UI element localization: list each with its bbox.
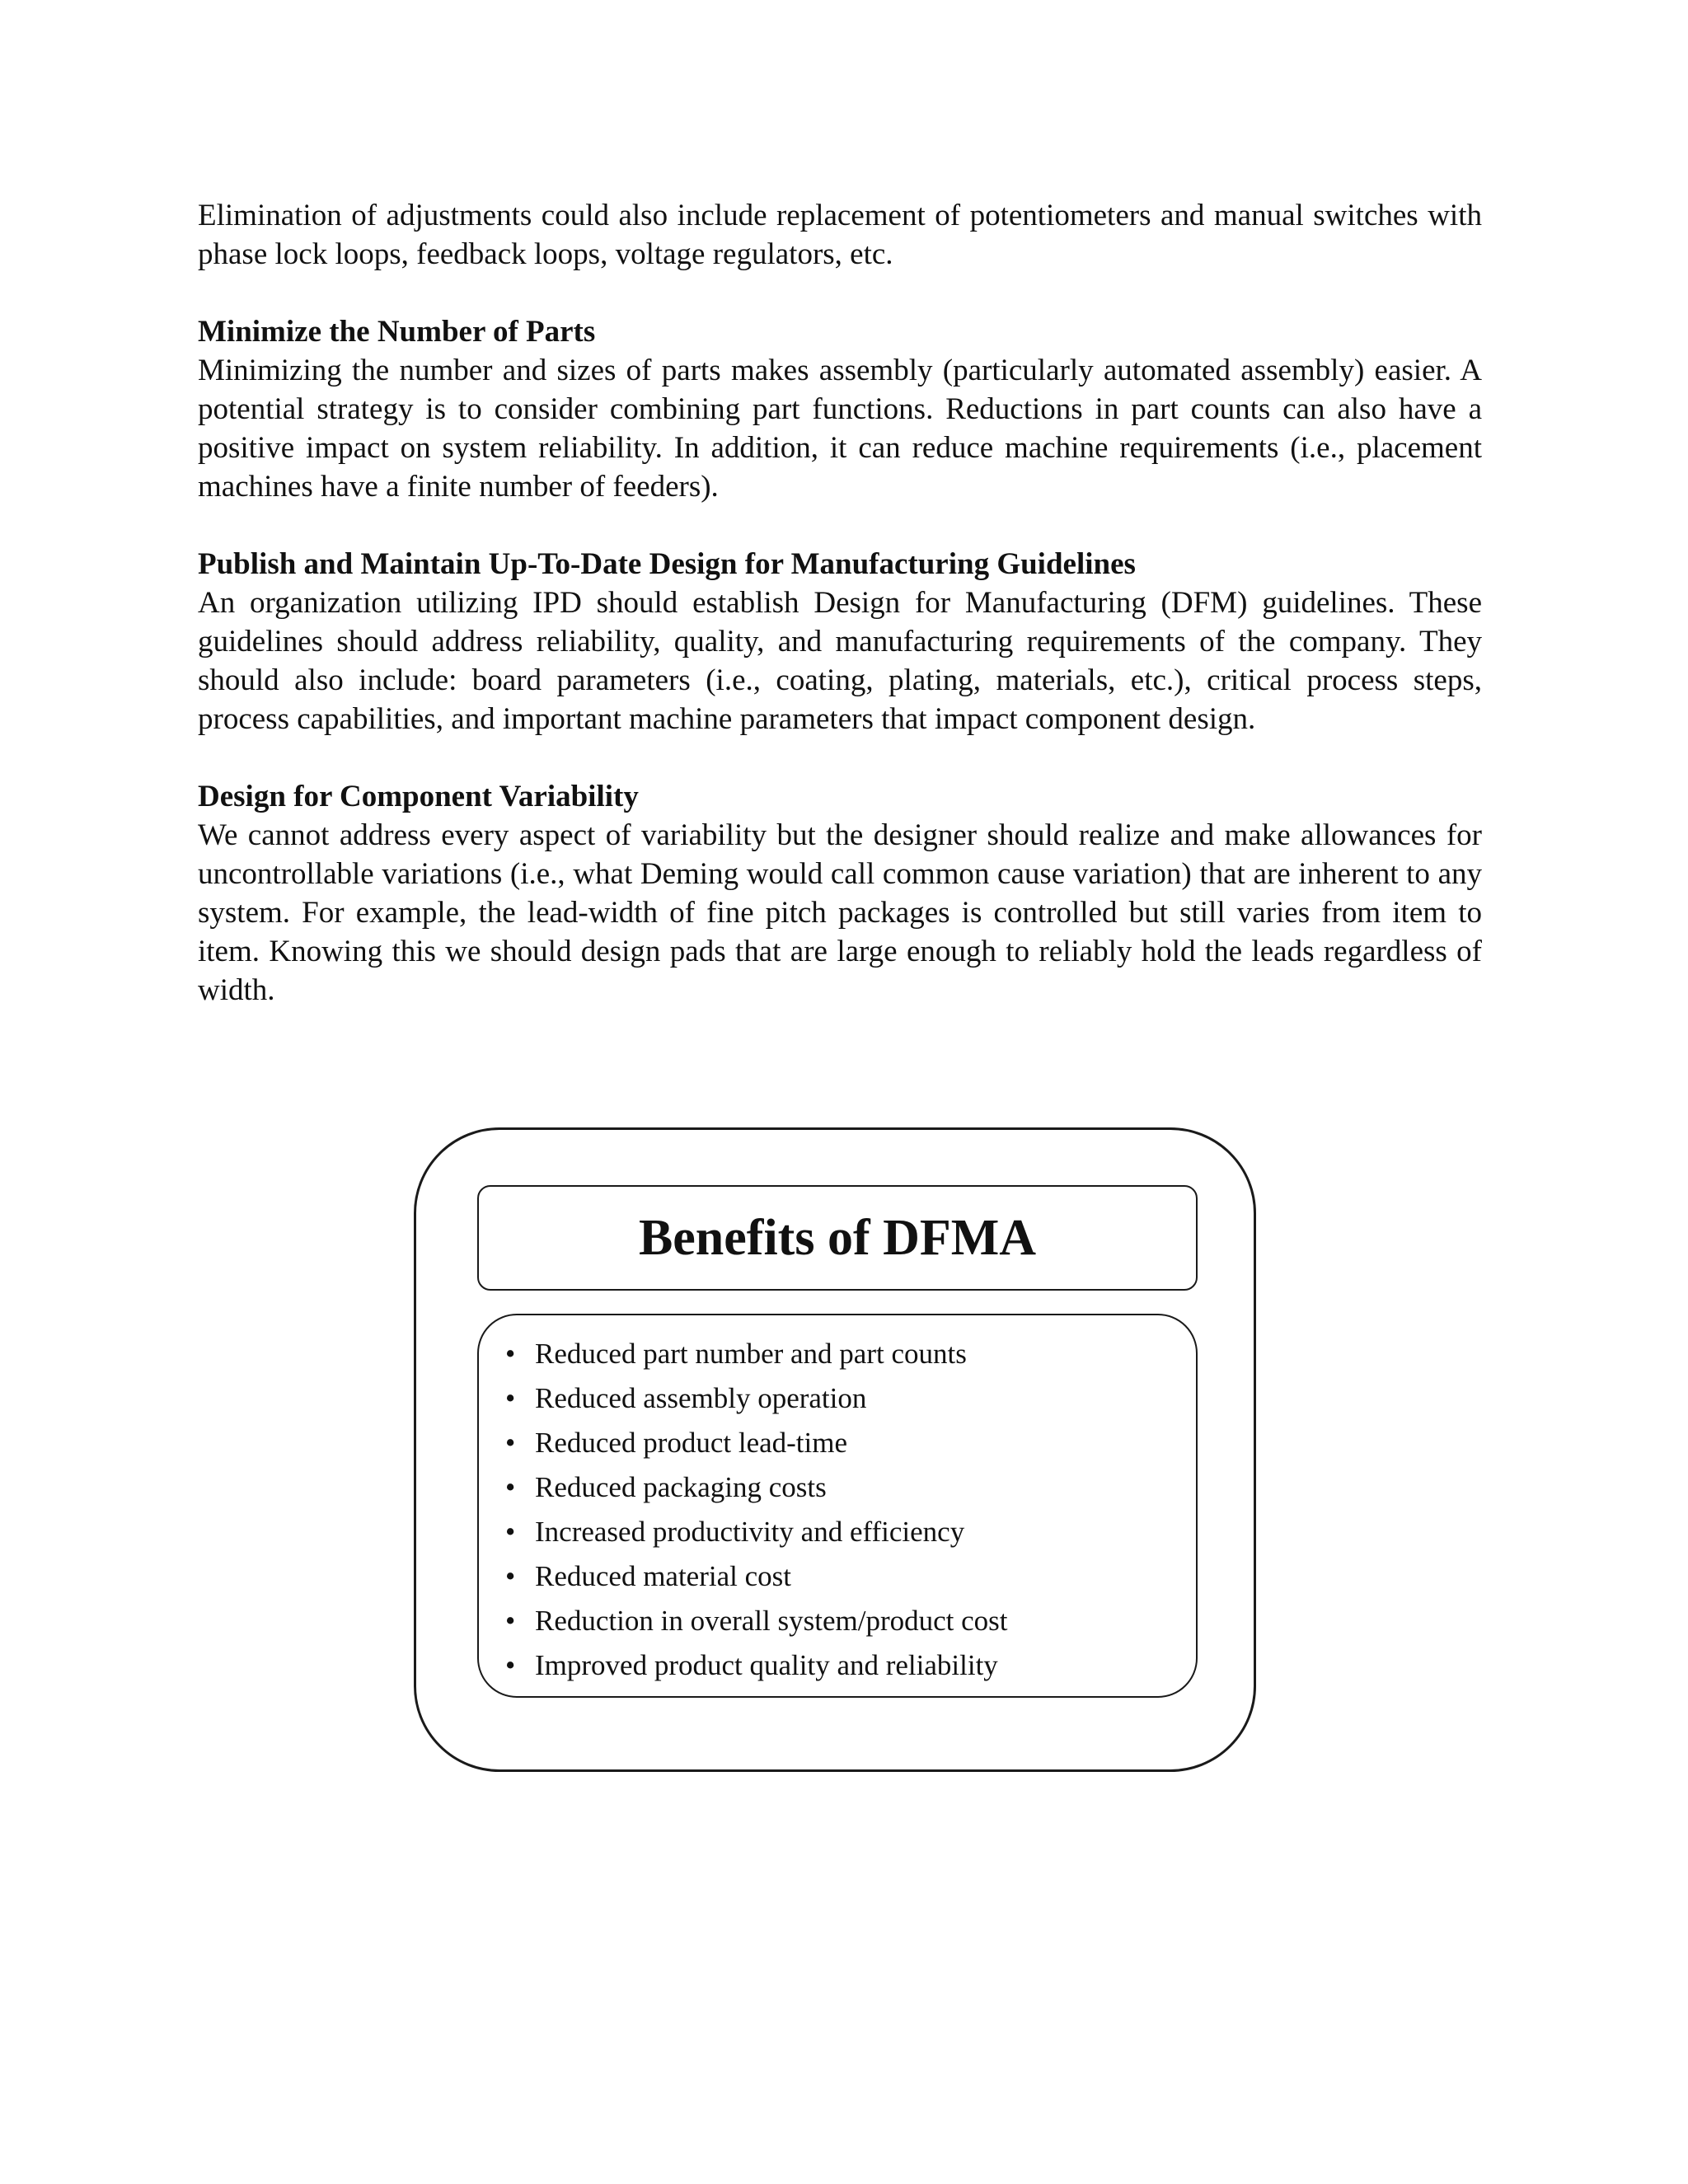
list-item-text: Reduced part number and part counts — [535, 1338, 967, 1370]
list-item — [505, 1599, 1008, 1643]
section-heading: Minimize the Number of Parts — [198, 315, 596, 349]
bullet-icon: • — [505, 1560, 516, 1592]
dfma-benefits-box — [477, 1314, 1198, 1698]
list-item-text: Reduced material cost — [535, 1560, 791, 1592]
document-body — [198, 196, 1482, 1010]
bullet-icon: • — [505, 1338, 516, 1370]
section-minimize-parts — [198, 312, 1482, 506]
list-item-text: Reduction in overall system/product cost — [535, 1605, 1008, 1637]
section-component-variability — [198, 777, 1482, 1010]
dfma-title-box — [477, 1185, 1198, 1291]
list-item — [505, 1554, 1008, 1599]
list-item-text: Increased productivity and efficiency — [535, 1516, 965, 1548]
list-item — [505, 1465, 1008, 1510]
bullet-icon: • — [505, 1382, 516, 1414]
bullet-icon: • — [505, 1427, 516, 1459]
section-body: We cannot address every aspect of variability but the designer should realize and make allowances for uncontrollable variations (i.e., what Deming would call common cause variation) that are inherent to any system. For example, the lead-width of fine pitch packages is controlled but still varies from item to item. Knowing this we should design pads that are large enough to reliably hold the leads regardless of width. — [198, 818, 1482, 1007]
list-item — [505, 1421, 1008, 1465]
list-item — [505, 1376, 1008, 1421]
list-item-text: Reduced product lead-time — [535, 1427, 848, 1459]
section-dfm-guidelines — [198, 545, 1482, 738]
bullet-icon: • — [505, 1516, 516, 1548]
intro-paragraph: Elimination of adjustments could also include replacement of potentiometers and manual switches with phase lock loops, feedback loops, voltage regulators, etc. — [198, 199, 1482, 271]
bullet-icon: • — [505, 1649, 516, 1681]
list-item-text: Reduced assembly operation — [535, 1382, 867, 1414]
list-item-text: Improved product quality and reliability — [535, 1649, 998, 1681]
bullet-icon: • — [505, 1605, 516, 1637]
benefits-list — [505, 1332, 1008, 1688]
list-item — [505, 1332, 1008, 1376]
list-item-text: Reduced packaging costs — [535, 1471, 827, 1503]
section-body: Minimizing the number and sizes of parts makes assembly (particularly automated assembly) easier. A potential strategy is to consider combining part functions. Reductions in part counts can also have a positive impact on system reliability. In addition, it can reduce machine requirements (i.e., placement machines have a finite number of feeders). — [198, 354, 1482, 504]
bullet-icon: • — [505, 1471, 516, 1503]
section-body: An organization utilizing IPD should establish Design for Manufacturing (DFM) guidelines. These guidelines should address reliability, quality, and manufacturing requirements of the company. They should also include: board parameters (i.e., coating, plating, materials, etc.), critical process steps, process capabilities, and important machine parameters that impact component design. — [198, 586, 1482, 736]
section-heading: Design for Component Variability — [198, 780, 639, 813]
list-item — [505, 1510, 1008, 1554]
section-heading: Publish and Maintain Up-To-Date Design for Manufacturing Guidelines — [198, 547, 1136, 581]
dfma-title: Benefits of DFMA — [638, 1210, 1037, 1266]
list-item — [505, 1643, 1008, 1688]
